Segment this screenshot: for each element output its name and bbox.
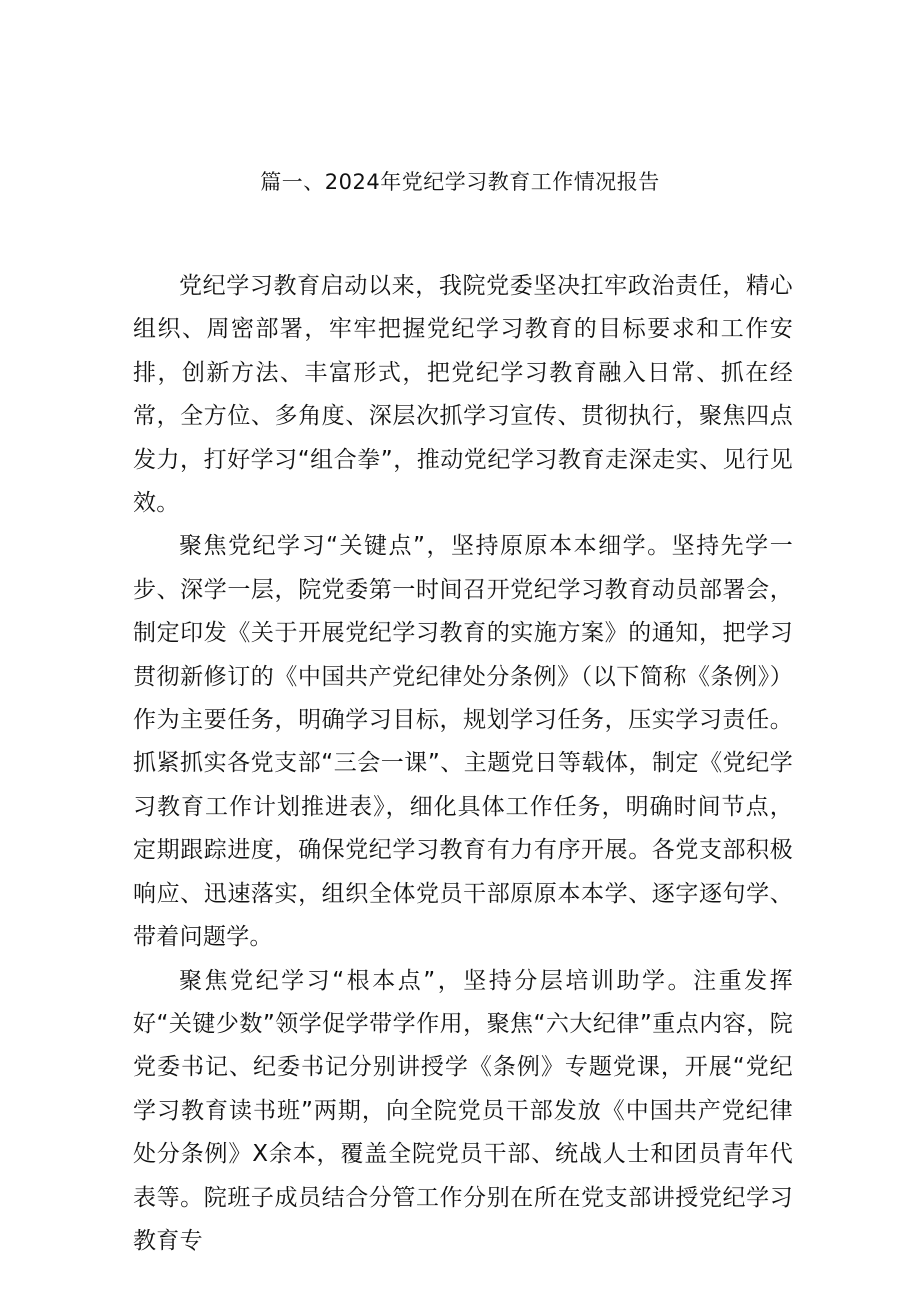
paragraph-key-point: 聚焦党纪学习“关键点”，坚持原原本本细学。坚持先学一步、深学一层，院党委第一时间召开党纪学习教育动员部署会，制定印发《关于开展党纪学习教育的实施方案》的通知，把学习贯彻新修订的《中国共产党纪律处分条例》（以下简称《条例》）作为主要任务，明确学习目标，规划学习任务，压实学习责任。抓紧抓实各党支部“三会一课”、主题党日等载体，制定《党纪学习教育工作计划推进表》，细化具体工作任务，明确时间节点，定期跟踪进度，确保党纪学习教育有力有序开展。各党支部积极响应、迅速落实，组织全体党员干部原原本本学、逐字逐句学、带着问题学。	[133, 533, 793, 951]
paragraph-intro: 党纪学习教育启动以来，我院党委坚决扛牢政治责任，精心组织、周密部署，牢牢把握党纪学习教育的目标要求和工作安排，创新方法、丰富形式，把党纪学习教育融入日常、抓在经常，全方位、多角度、深层次抓学习宣传、贯彻执行，聚焦四点发力，打好学习“组合拳”，推动党纪学习教育走深走实、见行见效。	[133, 273, 793, 517]
document-body	[133, 265, 793, 1263]
document-title: 篇一、2024年党纪学习教育工作情况报告	[260, 170, 660, 194]
paragraph-root-point: 聚焦党纪学习“根本点”，坚持分层培训助学。注重发挥好“关键少数”领学促学带学作用，聚焦“六大纪律”重点内容，院党委书记、纪委书记分别讲授学《条例》专题党课，开展“党纪学习教育读书班”两期，向全院党员干部发放《中国共产党纪律处分条例》X余本，覆盖全院党员干部、统战人士和团员青年代表等。院班子成员结合分管工作分别在所在党支部讲授党纪学习教育专	[133, 967, 793, 1254]
